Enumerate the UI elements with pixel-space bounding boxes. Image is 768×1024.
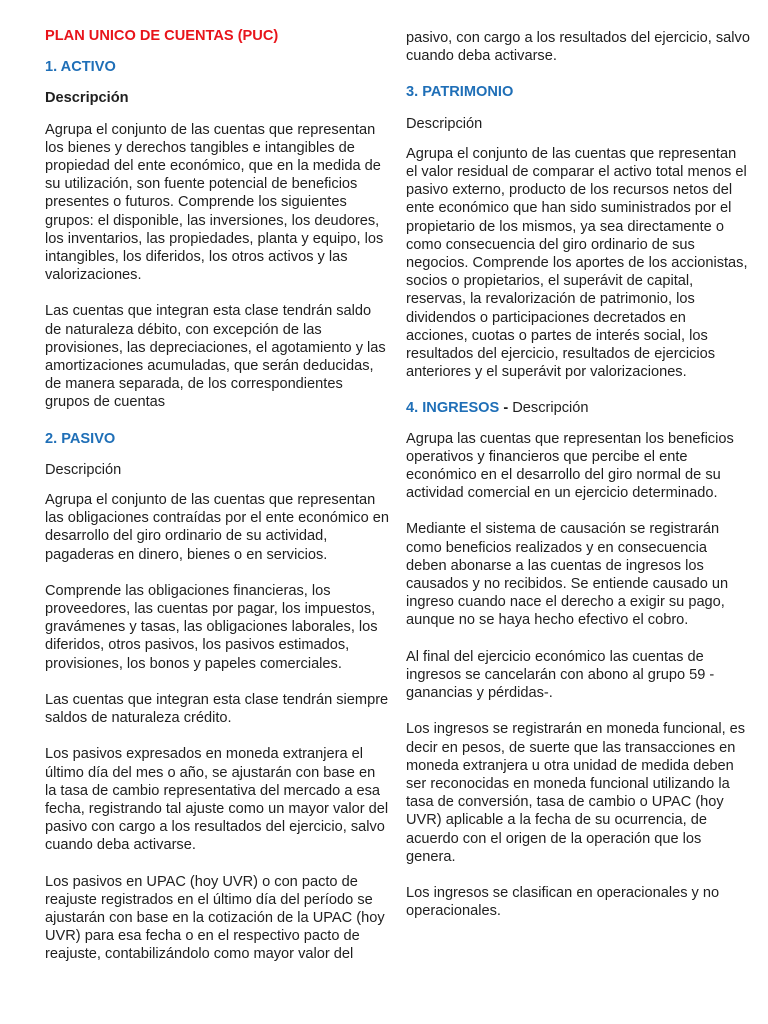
- pasivo-paragraph-3: Las cuentas que integran esta clase tendrán siempre saldos de naturaleza crédito.: [45, 691, 389, 727]
- subheading-activo-descripcion: Descripción: [45, 90, 129, 107]
- heading-ingresos: 4. INGRESOS: [406, 400, 500, 417]
- activo-paragraph-2: Las cuentas que integran esta clase tendrán saldo de naturaleza débito, con excepción de las provisiones, las depreciaciones, el agotamiento y las amortizaciones acumuladas, que serán deducidas, de manera separada, de los correspondientes grupos de cuentas: [45, 303, 386, 411]
- patrimonio-paragraph-1: Agrupa el conjunto de las cuentas que representan el valor residual de comparar el activo total menos el pasivo externo, producto de los recursos netos del ente económico que han sido suministrados por el propietario de los mismos, ya sea directamente o como consecuencia del giro ordinario de sus negocios. Comprende los aportes de los accionistas, socios o propietarios, el superávit de capital, reservas, la revalorización de patrimonio, los dividendos o participaciones decretados en acciones, cuotas o partes de interés social, los resultados del ejercicio, resultados de ejercicios anteriores y el superávit por valorizaciones.: [406, 145, 748, 381]
- pasivo-paragraph-1: Agrupa el conjunto de las cuentas que representan las obligaciones contraídas por el ente económico en desarrollo del giro ordinario de su actividad, pagaderas en dinero, bienes o en servicios.: [45, 492, 389, 563]
- ingresos-paragraph-3: Al final del ejercicio económico las cuentas de ingresos se cancelarán con abono al grupo 59 - ganancias y pérdidas-.: [406, 648, 715, 702]
- subheading-pasivo-descripcion: Descripción: [45, 461, 122, 478]
- subheading-patrimonio-descripcion: Descripción: [406, 115, 483, 132]
- ingresos-paragraph-2: Mediante el sistema de causación se registrarán como beneficios realizados y en consecuencia deben abonarse a las cuentas de ingresos los causados y no recibidos. Se entiende causado un ingreso cuando nace el derecho a exigir su pago, aunque no se haya hecho efectivo el cobro.: [406, 521, 729, 629]
- document-title: PLAN UNICO DE CUENTAS (PUC): [45, 28, 279, 44]
- heading-ingresos-dash: -: [499, 400, 513, 417]
- heading-patrimonio: 3. PATRIMONIO: [406, 84, 514, 101]
- ingresos-paragraph-4: Los ingresos se registrarán en moneda funcional, es decir en pesos, de suerte que las transacciones en moneda extranjera u otra unidad de medida deben ser reconocidas en moneda funcional utilizando la tasa de conversión, tasa de cambio o UPAC (hoy UVR) aplicable a la fecha de su ocurrencia, de acuerdo con el origen de la operación que los genera.: [406, 721, 746, 865]
- left-column: [45, 27, 390, 982]
- pasivo-paragraph-4: Los pasivos expresados en moneda extranjera el último día del mes o año, se ajustarán con base en la tasa de cambio representativa del mercado a esa fecha, registrando tal ajuste como un mayor valor del pasivo con cargo a los resultados del ejercicio, salvo cuando deba activarse.: [45, 746, 389, 854]
- ingresos-paragraph-1: Agrupa las cuentas que representan los beneficios operativos y financieros que percibe el ente económico en el desarrollo del giro normal de su actividad comercial en un ejercicio determinado.: [406, 430, 734, 502]
- right-column: [406, 29, 751, 938]
- subheading-ingresos-descripcion: Descripción: [512, 400, 589, 417]
- activo-paragraph-1: Agrupa el conjunto de las cuentas que representan los bienes y derechos tangibles e intangibles de propiedad del ente económico, que en la medida de su utilización, son fuente potencial de beneficios presentes o futuros. Comprende los siguientes grupos: el disponible, las inversiones, los deudores, los inventarios, las propiedades, planta y equipo, los intangibles, los diferidos, los otros activos y las valorizaciones.: [45, 121, 384, 284]
- pasivo-paragraph-2: Comprende las obligaciones financieras, los proveedores, las cuentas por pagar, los impuestos, gravámenes y tasas, las obligaciones laborales, los diferidos, otros pasivos, los pasivos estimados, provisiones, los bonos y papeles comerciales.: [45, 582, 378, 672]
- pasivo-continuation: pasivo, con cargo a los resultados del ejercicio, salvo cuando deba activarse.: [406, 30, 750, 65]
- pasivo-paragraph-5: Los pasivos en UPAC (hoy UVR) o con pacto de reajuste registrados en el último día del período se ajustarán con base en la cotización de la UPAC (hoy UVR) para esa fecha o en el respectivo pacto de reajuste, contabilizándolo como mayor valor del: [45, 873, 385, 963]
- heading-pasivo: 2. PASIVO: [45, 430, 116, 447]
- heading-ingresos-line: [406, 399, 751, 417]
- ingresos-paragraph-5: Los ingresos se clasifican en operacionales y no operacionales.: [406, 884, 720, 920]
- heading-activo: 1. ACTIVO: [45, 59, 116, 76]
